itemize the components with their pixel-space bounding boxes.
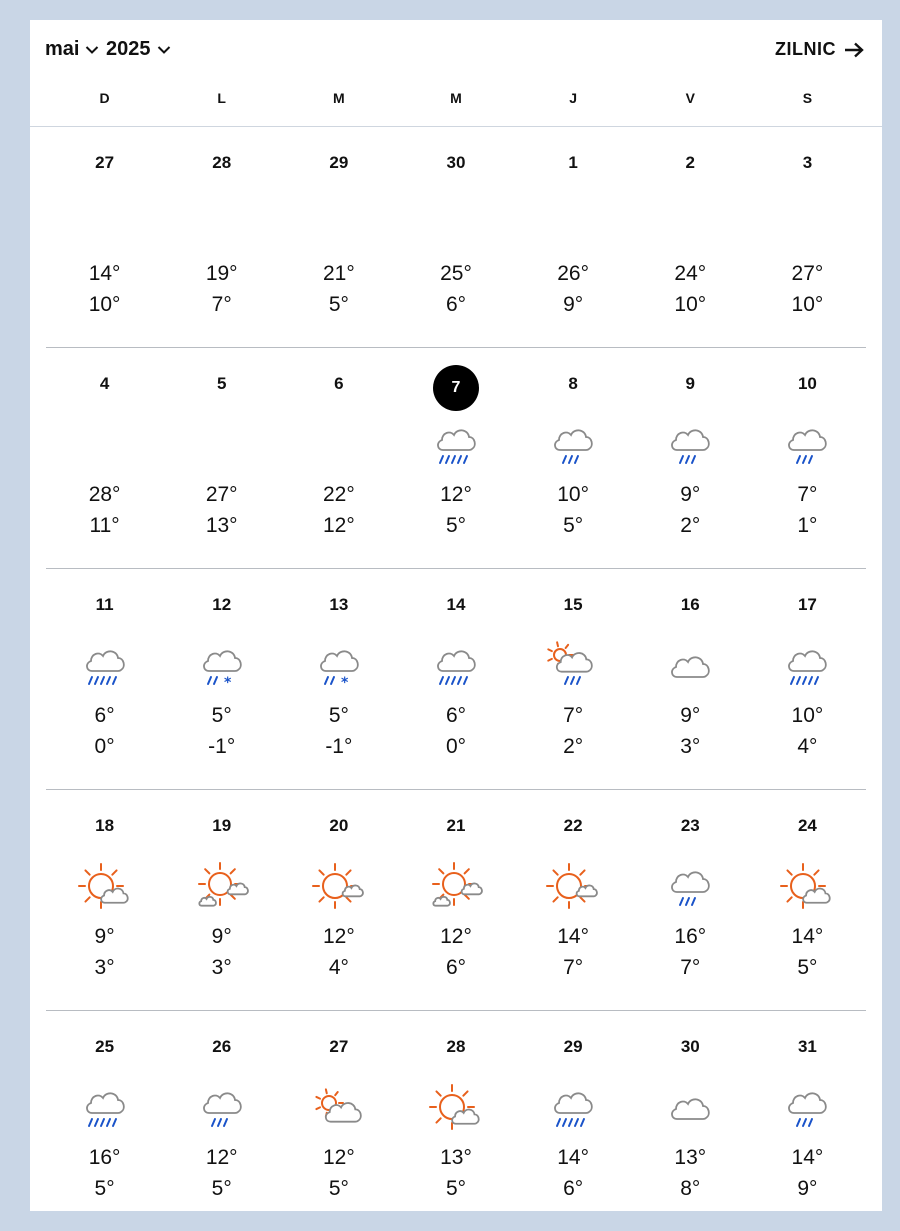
- low-temp: 13°: [205, 514, 238, 537]
- high-temp: 10°: [557, 483, 590, 506]
- high-temp: 13°: [440, 1146, 472, 1169]
- low-temp: 12°: [322, 514, 355, 537]
- svg-text:*: *: [223, 675, 232, 691]
- low-temp: 3°: [211, 956, 232, 979]
- day-number: 11: [95, 595, 114, 614]
- day-cell[interactable]: [749, 127, 866, 347]
- sun-clouds-icon: [428, 860, 484, 916]
- day-cell[interactable]: [632, 1011, 749, 1231]
- weekday-label: M: [450, 90, 462, 106]
- sleet-icon: [194, 639, 250, 695]
- day-cell[interactable]: [163, 127, 280, 347]
- low-temp: 2°: [680, 514, 701, 537]
- day-cell[interactable]: [163, 348, 280, 568]
- low-temp: 2°: [563, 735, 584, 758]
- high-temp: 25°: [440, 262, 472, 285]
- day-cell[interactable]: [397, 790, 514, 1010]
- low-temp: 6°: [445, 293, 467, 316]
- today-day-number: 7: [433, 365, 479, 411]
- rain-icon: [779, 418, 835, 474]
- day-cell[interactable]: [397, 1011, 514, 1231]
- day-number: 12: [212, 595, 232, 614]
- year-label: 2025: [106, 38, 151, 60]
- sun-cloud-icon: [77, 860, 133, 916]
- day-cell[interactable]: [397, 569, 514, 789]
- low-temp: 6°: [445, 956, 467, 979]
- low-temp: 5°: [445, 1177, 467, 1200]
- day-cell[interactable]: [46, 569, 163, 789]
- cloud-sun-small-icon: [311, 1081, 367, 1137]
- day-cell[interactable]: [515, 569, 632, 789]
- year-selector[interactable]: [106, 38, 171, 61]
- high-temp: 16°: [88, 1146, 121, 1169]
- day-cell[interactable]: [749, 348, 866, 568]
- day-cell[interactable]: [280, 1011, 397, 1231]
- heavy-rain-icon: [77, 639, 133, 695]
- day-cell[interactable]: [397, 348, 514, 568]
- day-number: 1: [568, 153, 578, 172]
- weekday-label: M: [333, 90, 345, 106]
- high-temp: 12°: [440, 483, 472, 506]
- low-temp: 3°: [94, 956, 115, 979]
- cloud-icon: [662, 639, 718, 695]
- day-number: 8: [568, 374, 578, 393]
- day-cell[interactable]: [749, 569, 866, 789]
- day-cell[interactable]: [515, 127, 632, 347]
- high-temp: 14°: [791, 1146, 824, 1169]
- high-temp: 12°: [205, 1146, 238, 1169]
- day-number: 13: [329, 595, 349, 614]
- day-cell[interactable]: [46, 1011, 163, 1231]
- weekday-label: D: [99, 90, 110, 106]
- day-cell[interactable]: [515, 790, 632, 1010]
- day-cell[interactable]: [632, 569, 749, 789]
- heavy-rain-icon: [428, 418, 484, 474]
- high-temp: 22°: [322, 483, 355, 506]
- day-number: 5: [216, 374, 227, 393]
- low-temp: 7°: [211, 293, 232, 316]
- day-cell[interactable]: [280, 348, 397, 568]
- low-temp: 3°: [680, 735, 701, 758]
- day-number: 16: [680, 595, 700, 614]
- cloud-icon: [662, 1081, 718, 1137]
- high-temp: 5°: [328, 704, 349, 727]
- rain-icon: [662, 418, 718, 474]
- high-temp: 27°: [791, 262, 824, 285]
- weekday-header-row: [46, 90, 866, 112]
- day-number: 2: [685, 153, 695, 172]
- day-number: 28: [212, 153, 232, 172]
- high-temp: 12°: [322, 1146, 355, 1169]
- week-row: [46, 347, 866, 568]
- high-temp: 9°: [680, 704, 701, 727]
- high-temp: 16°: [674, 925, 707, 948]
- day-cell[interactable]: [46, 127, 163, 347]
- low-temp: 1°: [797, 514, 818, 537]
- week-row: [46, 789, 866, 1010]
- day-number: 17: [797, 595, 817, 614]
- high-temp: 21°: [322, 262, 355, 285]
- low-temp: 10°: [791, 293, 824, 316]
- day-number: 10: [797, 374, 817, 393]
- day-number: 3: [802, 153, 813, 172]
- day-number: 4: [99, 374, 110, 393]
- day-cell[interactable]: [163, 1011, 280, 1231]
- day-number: 24: [797, 816, 817, 835]
- low-temp: 0°: [445, 735, 467, 758]
- rain-icon: [545, 418, 601, 474]
- day-cell[interactable]: [280, 569, 397, 789]
- low-temp: 5°: [211, 1177, 232, 1200]
- month-selector[interactable]: [45, 38, 99, 61]
- high-temp: 7°: [797, 483, 818, 506]
- low-temp: 5°: [563, 514, 584, 537]
- daily-view-label: ZILNIC: [775, 39, 836, 59]
- low-temp: 0°: [94, 735, 115, 758]
- low-temp: 5°: [445, 514, 467, 537]
- high-temp: 6°: [94, 704, 115, 727]
- low-temp: 11°: [89, 514, 120, 537]
- high-temp: 14°: [557, 925, 590, 948]
- high-temp: 10°: [791, 704, 824, 727]
- day-number: 18: [95, 816, 115, 835]
- high-temp: 9°: [680, 483, 701, 506]
- high-temp: 27°: [205, 483, 238, 506]
- high-temp: 19°: [205, 262, 238, 285]
- day-number: 6: [334, 374, 344, 393]
- low-temp: 10°: [674, 293, 707, 316]
- day-cell[interactable]: [749, 790, 866, 1010]
- svg-text:*: *: [340, 675, 349, 691]
- sun-cloud-rain-icon: [545, 639, 601, 695]
- high-temp: 13°: [674, 1146, 707, 1169]
- high-temp: 28°: [88, 483, 121, 506]
- day-number: 31: [797, 1037, 817, 1056]
- low-temp: 4°: [797, 735, 818, 758]
- high-temp: 24°: [674, 262, 707, 285]
- high-temp: 7°: [563, 704, 584, 727]
- day-number: 27: [95, 153, 115, 172]
- arrow-right-icon: [844, 42, 864, 58]
- day-number: 28: [446, 1037, 466, 1056]
- day-number: 19: [212, 816, 232, 835]
- sun-cloud-small-icon: [311, 860, 367, 916]
- day-cell[interactable]: [632, 127, 749, 347]
- sun-cloud-icon: [428, 1081, 484, 1137]
- low-temp: 5°: [328, 1177, 349, 1200]
- high-temp: 12°: [440, 925, 472, 948]
- day-cell[interactable]: [163, 569, 280, 789]
- day-number: 23: [680, 816, 700, 835]
- day-cell[interactable]: [632, 348, 749, 568]
- day-number: 29: [563, 1037, 583, 1056]
- day-cell[interactable]: [46, 348, 163, 568]
- day-cell[interactable]: [397, 127, 514, 347]
- rain-icon: [194, 1081, 250, 1137]
- week-row: [46, 127, 866, 347]
- low-temp: 10°: [88, 293, 121, 316]
- high-temp: 5°: [211, 704, 232, 727]
- high-temp: 9°: [94, 925, 115, 948]
- high-temp: 14°: [557, 1146, 590, 1169]
- week-row: [46, 1010, 866, 1231]
- calendar-header: [30, 20, 882, 80]
- day-cell[interactable]: [515, 1011, 632, 1231]
- day-number: 30: [446, 153, 466, 172]
- day-cell[interactable]: [749, 1011, 866, 1231]
- day-number: 29: [329, 153, 349, 172]
- high-temp: 14°: [88, 262, 121, 285]
- low-temp: 9°: [563, 293, 584, 316]
- week-row: [46, 568, 866, 789]
- month-label: mai: [45, 38, 80, 60]
- calendar-grid: [46, 127, 866, 1231]
- day-number: 14: [446, 595, 466, 614]
- day-number: 22: [563, 816, 583, 835]
- high-temp: 14°: [791, 925, 824, 948]
- low-temp: 7°: [680, 956, 701, 979]
- daily-view-link[interactable]: [775, 39, 864, 60]
- rain-icon: [662, 860, 718, 916]
- day-number: 26: [212, 1037, 232, 1056]
- day-number: 21: [446, 816, 466, 835]
- heavy-rain-icon: [545, 1081, 601, 1137]
- calendar-card: [30, 20, 882, 1211]
- weekday-label: V: [685, 90, 695, 106]
- day-cell[interactable]: [163, 790, 280, 1010]
- day-number: 25: [95, 1037, 115, 1056]
- day-number: 27: [329, 1037, 349, 1056]
- high-temp: 26°: [557, 262, 590, 285]
- low-temp: 9°: [797, 1177, 818, 1200]
- chevron-down-icon: [85, 45, 99, 55]
- low-temp: 5°: [797, 956, 818, 979]
- chevron-down-icon: [157, 45, 171, 55]
- low-temp: 5°: [94, 1177, 115, 1200]
- day-number: 20: [329, 816, 349, 835]
- sun-cloud-icon: [779, 860, 835, 916]
- weekday-label: L: [217, 90, 226, 106]
- day-cell[interactable]: [515, 348, 632, 568]
- high-temp: 9°: [211, 925, 232, 948]
- weekday-label: S: [802, 90, 813, 106]
- low-temp: -1°: [325, 735, 353, 758]
- day-cell[interactable]: [632, 790, 749, 1010]
- low-temp: -1°: [208, 735, 236, 758]
- day-number: 9: [685, 374, 695, 393]
- day-cell[interactable]: [46, 790, 163, 1010]
- weekday-label: J: [569, 90, 578, 106]
- day-number: 15: [563, 595, 583, 614]
- low-temp: 6°: [563, 1177, 584, 1200]
- low-temp: 5°: [328, 293, 349, 316]
- heavy-rain-icon: [428, 639, 484, 695]
- sun-clouds-icon: [194, 860, 250, 916]
- rain-icon: [779, 1081, 835, 1137]
- sleet-icon: [311, 639, 367, 695]
- sun-cloud-small-icon: [545, 860, 601, 916]
- low-temp: 4°: [328, 956, 349, 979]
- day-cell[interactable]: [280, 127, 397, 347]
- day-number: 30: [680, 1037, 700, 1056]
- heavy-rain-icon: [77, 1081, 133, 1137]
- low-temp: 8°: [680, 1177, 701, 1200]
- high-temp: 6°: [445, 704, 467, 727]
- low-temp: 7°: [563, 956, 584, 979]
- heavy-rain-icon: [779, 639, 835, 695]
- high-temp: 12°: [322, 925, 355, 948]
- day-cell[interactable]: [280, 790, 397, 1010]
